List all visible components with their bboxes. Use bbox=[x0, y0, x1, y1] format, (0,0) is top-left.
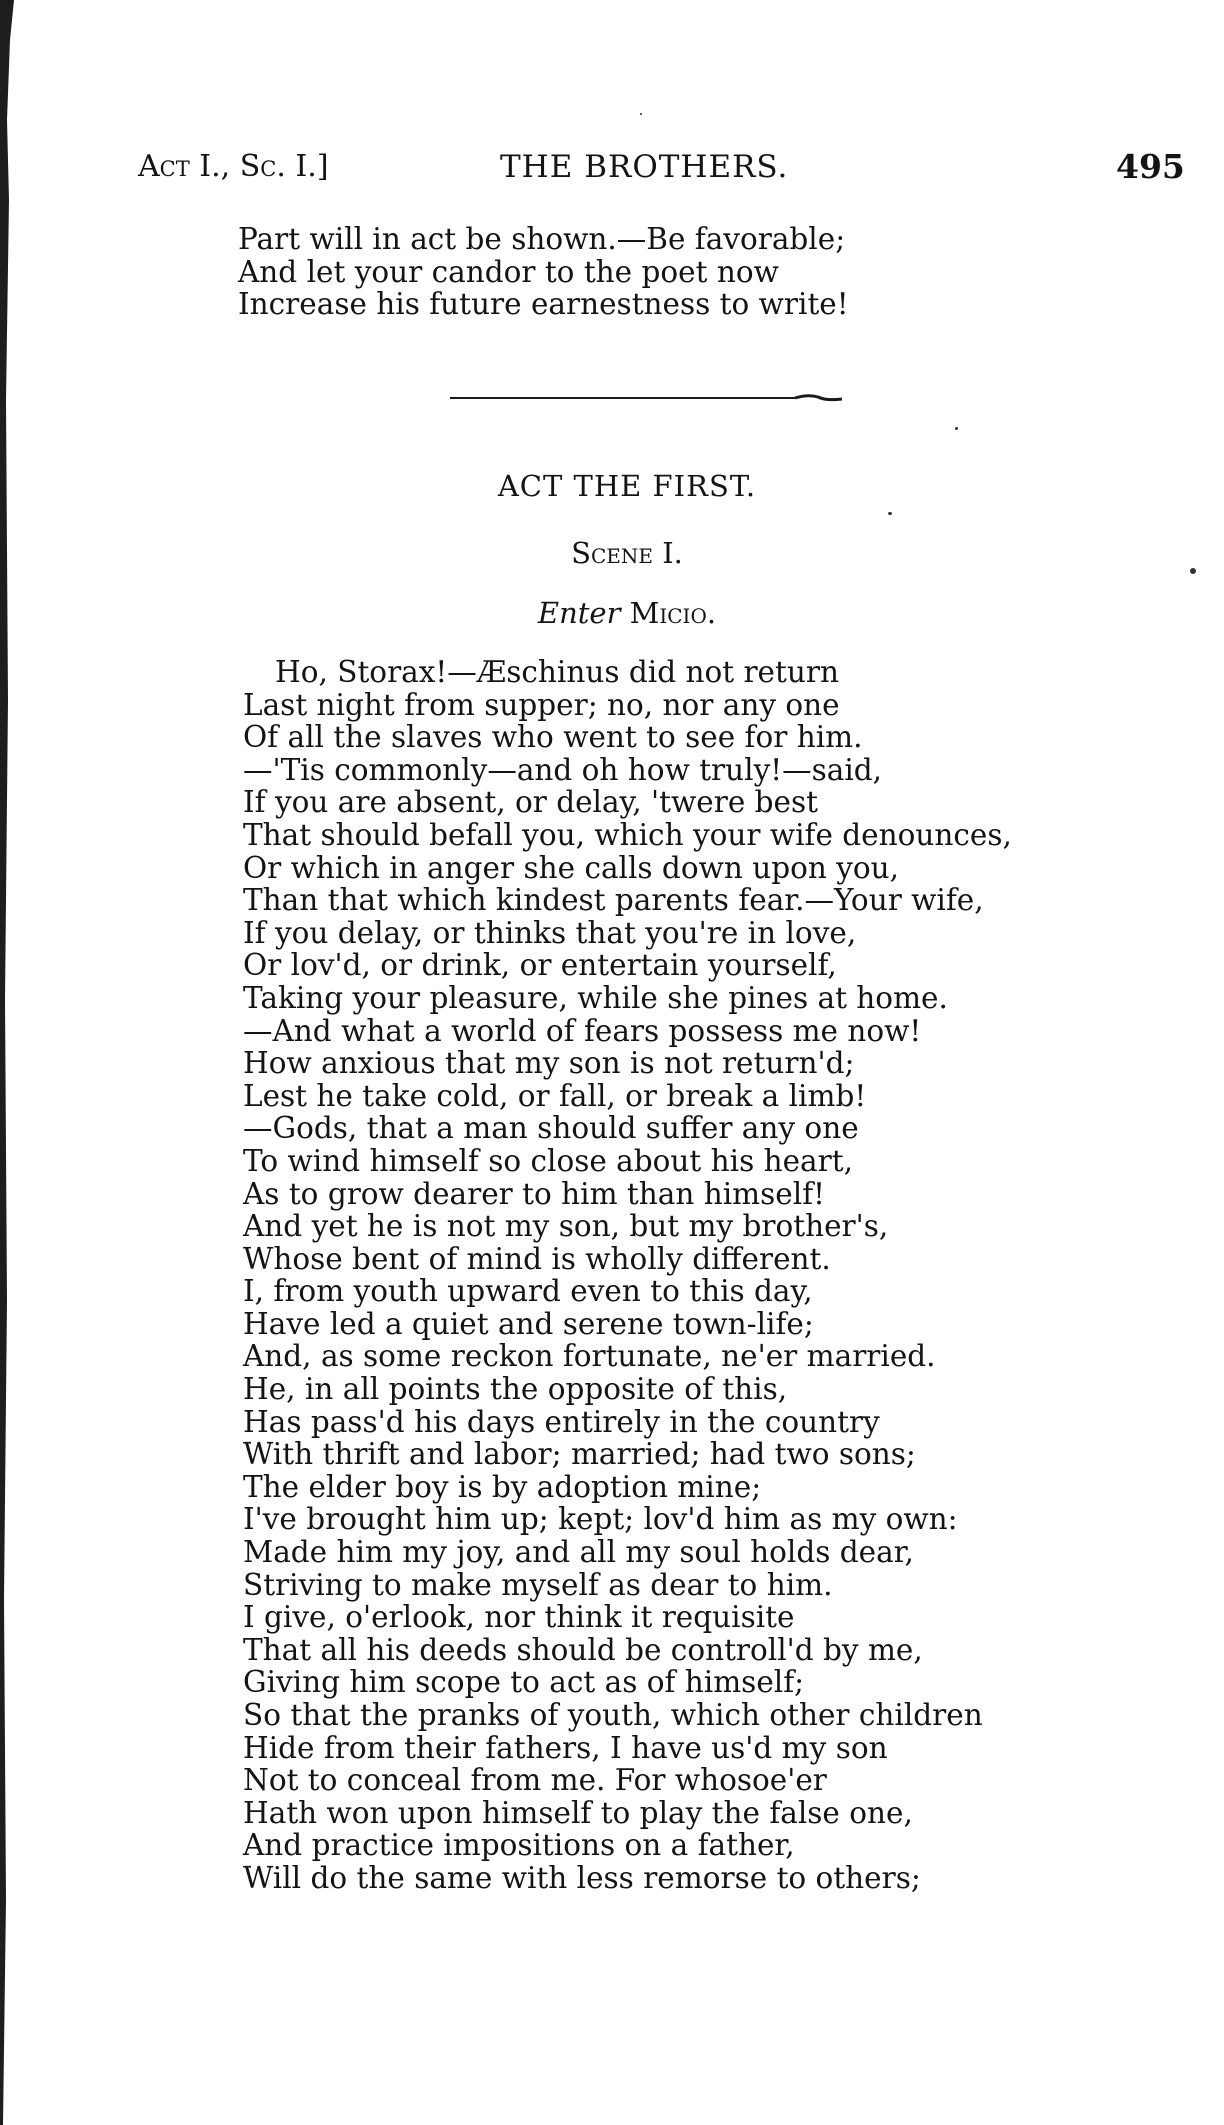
verse-line: Than that which kindest parents fear.—Your wife, bbox=[243, 883, 984, 918]
verse-line: Have led a quiet and serene town-life; bbox=[243, 1306, 814, 1341]
verse-line: Will do the same with less remorse to others; bbox=[243, 1860, 921, 1895]
verse-line: Taking your pleasure, while she pines at home. bbox=[243, 980, 948, 1015]
verse-line: Or lov'd, or drink, or entertain yourself, bbox=[243, 948, 837, 983]
character-name: Micio. bbox=[629, 596, 717, 630]
stage-direction bbox=[0, 595, 1224, 631]
running-header-title: THE BROTHERS. bbox=[500, 149, 789, 185]
verse-line: I give, o'erlook, nor think it requisite bbox=[243, 1600, 795, 1635]
verse-line: —And what a world of fears possess me now! bbox=[243, 1013, 922, 1048]
verse-line: Giving him scope to act as of himself; bbox=[243, 1665, 805, 1700]
print-speck bbox=[955, 427, 958, 430]
verse-line: Part will in act be shown.—Be favorable; bbox=[238, 222, 846, 256]
print-speck bbox=[888, 512, 892, 515]
verse-line: So that the pranks of youth, which other children bbox=[243, 1698, 983, 1732]
verse-line: Hide from their fathers, I have us'd my son bbox=[243, 1730, 888, 1765]
verse-line: And practice impositions on a father, bbox=[243, 1828, 795, 1863]
verse-line: Striving to make myself as dear to him. bbox=[243, 1567, 833, 1602]
verse-line: Has pass'd his days entirely in the country bbox=[243, 1404, 880, 1439]
act-title: ACT THE FIRST. bbox=[497, 469, 757, 503]
verse-line: Last night from supper; no, nor any one bbox=[243, 687, 840, 722]
verse-line: And yet he is not my son, but my brother's, bbox=[243, 1209, 889, 1244]
verse-line: Or which in anger she calls down upon you, bbox=[243, 850, 900, 885]
page-edge-shadow bbox=[0, 0, 22, 2125]
verse-line: Of all the slaves who went to see for him. bbox=[243, 720, 863, 755]
prologue-verse bbox=[238, 223, 849, 321]
print-speck bbox=[1190, 568, 1196, 574]
page-number: 495 bbox=[1116, 147, 1185, 186]
section-divider-rule bbox=[450, 392, 842, 412]
verse-line: Lest he take cold, or fall, or break a limb! bbox=[243, 1078, 867, 1113]
verse-line: And let your candor to the poet now bbox=[238, 254, 779, 289]
verse-line: As to grow dearer to him than himself! bbox=[243, 1176, 825, 1211]
verse-line: Increase his future earnestness to write! bbox=[238, 287, 849, 322]
verse-line: That all his deeds should be controll'd by me, bbox=[243, 1632, 923, 1667]
verse-line: And, as some reckon fortunate, ne'er married. bbox=[243, 1339, 936, 1374]
stage-direction-verb: Enter bbox=[537, 596, 621, 630]
verse-line: —'Tis commonly—and oh how truly!—said, bbox=[243, 752, 883, 787]
verse-line: —Gods, that a man should suffer any one bbox=[243, 1111, 859, 1146]
verse-line: Made him my joy, and all my soul holds dear, bbox=[243, 1535, 914, 1570]
verse-line: How anxious that my son is not return'd; bbox=[243, 1046, 855, 1081]
verse-line: I've brought him up; kept; lov'd him as my own: bbox=[243, 1502, 958, 1537]
verse-line: Hath won upon himself to play the false one, bbox=[243, 1795, 913, 1830]
scene-title: Scene I. bbox=[571, 536, 683, 570]
speech-verse bbox=[243, 656, 1012, 1895]
verse-line: With thrift and labor; married; had two sons; bbox=[243, 1437, 916, 1472]
verse-line: To wind himself so close about his heart, bbox=[243, 1143, 853, 1178]
verse-line: Ho, Storax!—Æschinus did not return bbox=[275, 655, 839, 689]
verse-line: Not to conceal from me. For whosoe'er bbox=[243, 1763, 827, 1798]
verse-line: If you delay, or thinks that you're in love, bbox=[243, 915, 857, 950]
verse-line: If you are absent, or delay, 'twere best bbox=[243, 785, 819, 820]
verse-line: He, in all points the opposite of this, bbox=[243, 1372, 788, 1407]
verse-line: That should befall you, which your wife denounces, bbox=[243, 817, 1012, 852]
verse-line: I, from youth upward even to this day, bbox=[243, 1274, 813, 1309]
print-speck bbox=[640, 113, 642, 115]
verse-line: The elder boy is by adoption mine; bbox=[243, 1469, 762, 1504]
running-header-section: Act I., Sc. I.] bbox=[138, 149, 329, 184]
verse-line: Whose bent of mind is wholly different. bbox=[243, 1241, 831, 1276]
